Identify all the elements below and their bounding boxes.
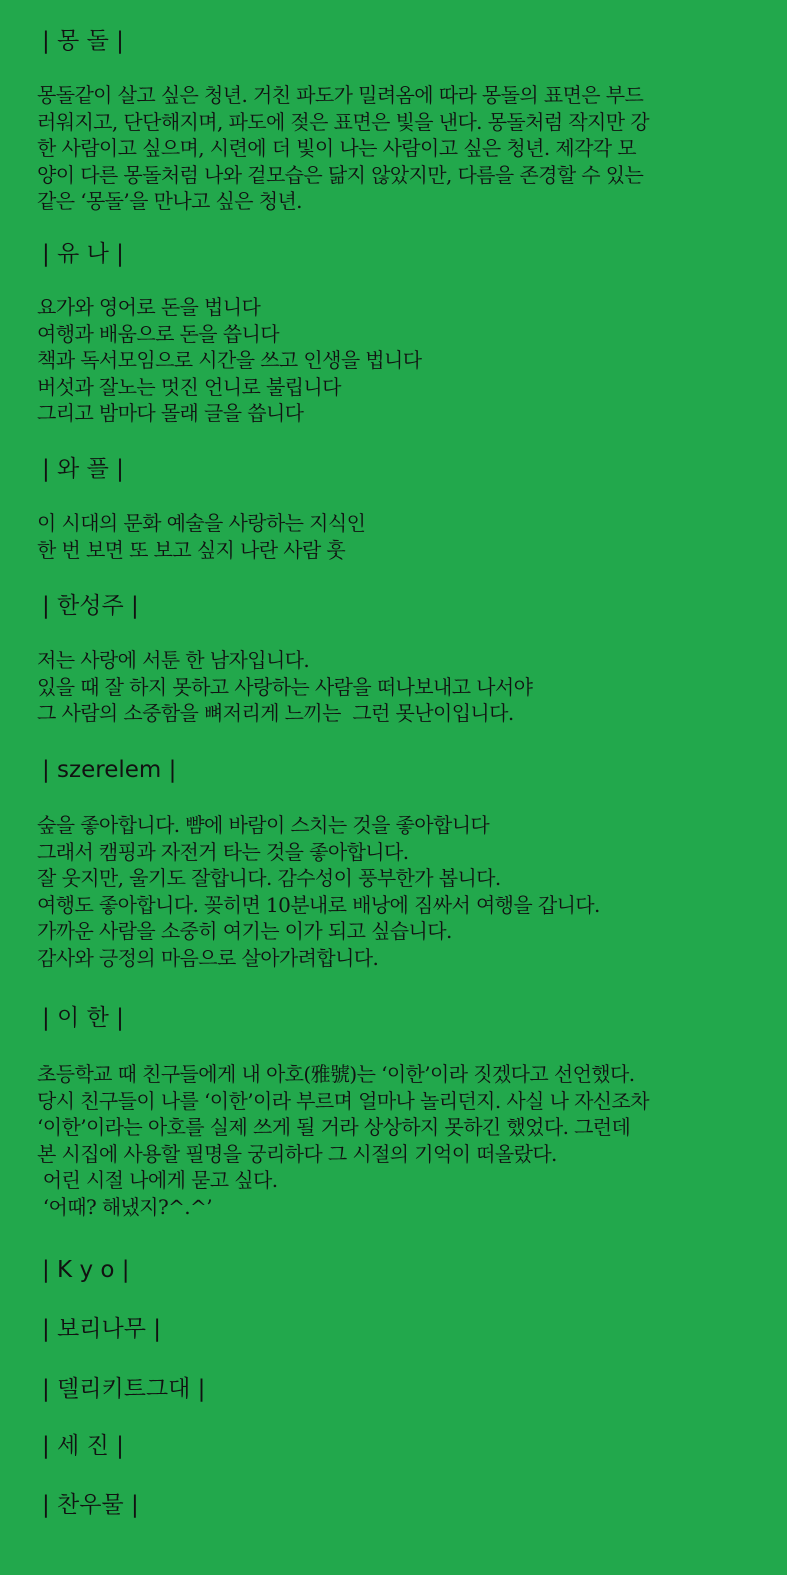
profile-name: | 유 나 | xyxy=(42,241,124,267)
profile-name: | 델리키트그대 | xyxy=(42,1376,206,1402)
bio-line: 한 번 보면 또 보고 싶지 나란 사람 훗 xyxy=(37,537,346,562)
bio-line: 잘 웃지만, 울기도 잘합니다. 감수성이 풍부한가 봅니다. xyxy=(37,866,501,890)
bio-line: 한 사람이고 싶으며, 시련에 더 빛이 나는 사람이고 싶은 청년. 제각각 모 xyxy=(37,136,637,160)
bio-line: 여행과 배움으로 돈을 씁니다 xyxy=(37,321,279,346)
profile-name: | 한성주 | xyxy=(42,593,139,619)
bio-line: 가까운 사람을 소중히 여기는 이가 되고 싶습니다. xyxy=(37,919,452,943)
profile-bio xyxy=(37,294,737,427)
bio-line: 본 시집에 사용할 필명을 궁리하다 그 시절의 기억이 떠올랐다. xyxy=(37,1141,557,1166)
profile-name: | 보리나무 | xyxy=(42,1316,161,1342)
profile-name: | 와 플 | xyxy=(42,456,124,482)
bio-line: 책과 독서모임으로 시간을 쓰고 인생을 법니다 xyxy=(37,348,422,372)
profile-bio xyxy=(37,647,737,727)
bio-line: 그래서 캠핑과 자전거 타는 것을 좋아합니다. xyxy=(37,839,409,864)
bio-line: ‘이한’이라는 아호를 실제 쓰게 될 거라 상상하지 못하긴 했었다. 그런데 xyxy=(37,1115,631,1139)
profile-name: | szerelem | xyxy=(42,757,177,783)
bio-line: 몽돌같이 살고 싶은 청년. 거친 파도가 밀려옴에 따라 몽돌의 표면은 부드 xyxy=(37,83,644,107)
profile-name: | 몽 돌 | xyxy=(42,28,124,54)
profile-name: | K y o | xyxy=(42,1257,130,1283)
profile-bio xyxy=(37,82,737,215)
bio-line: 그리고 밤마다 몰래 글을 씁니다 xyxy=(37,401,304,425)
bio-line: 숲을 좋아합니다. 뺨에 바람이 스치는 것을 좋아합니다 xyxy=(37,813,490,837)
profile-name: | 세 진 | xyxy=(42,1433,124,1459)
bio-line: 여행도 좋아합니다. 꽂히면 10분내로 배낭에 짐싸서 여행을 갑니다. xyxy=(37,892,600,917)
profile-name: | 이 한 | xyxy=(42,1005,124,1031)
profile-bio xyxy=(37,510,737,563)
profile-bio xyxy=(37,1061,737,1220)
bio-line: 당시 친구들이 나를 ‘이한’이라 부르며 얼마나 놀리던지. 사실 나 자신조차 xyxy=(37,1088,649,1113)
bio-line: 이 시대의 문화 예술을 사랑하는 지식인 xyxy=(37,511,366,535)
bio-line: 요가와 영어로 돈을 법니다 xyxy=(37,295,261,319)
bio-line: 어린 시절 나에게 묻고 싶다. xyxy=(37,1168,278,1192)
bio-line: ‘어때? 해냈지?^.^’ xyxy=(37,1194,212,1219)
bio-line: 그 사람의 소중함을 뼈저리게 느끼는 그런 못난이입니다. xyxy=(37,701,514,725)
bio-line: 저는 사랑에 서툰 한 남자입니다. xyxy=(37,648,310,672)
bio-line: 같은 ‘몽돌’을 만나고 싶은 청년. xyxy=(37,189,302,213)
bio-line: 러워지고, 단단해지며, 파도에 젖은 표면은 빛을 낸다. 몽돌처럼 작지만 강 xyxy=(37,109,649,134)
profile-bio xyxy=(37,812,737,971)
bio-line: 초등학교 때 친구들에게 내 아호(雅號)는 ‘이한’이라 짓겠다고 선언했다. xyxy=(37,1062,635,1086)
bio-line: 있을 때 잘 하지 못하고 사랑하는 사람을 떠나보내고 나서야 xyxy=(37,674,533,699)
bio-line: 양이 다른 몽돌처럼 나와 겉모습은 닮지 않았지만, 다름을 존경할 수 있는 xyxy=(37,162,644,187)
profile-name: | 찬우물 | xyxy=(42,1492,139,1518)
bio-line: 버섯과 잘노는 멋진 언니로 불립니다 xyxy=(37,374,341,399)
bio-line: 감사와 긍정의 마음으로 살아가려합니다. xyxy=(37,945,379,970)
